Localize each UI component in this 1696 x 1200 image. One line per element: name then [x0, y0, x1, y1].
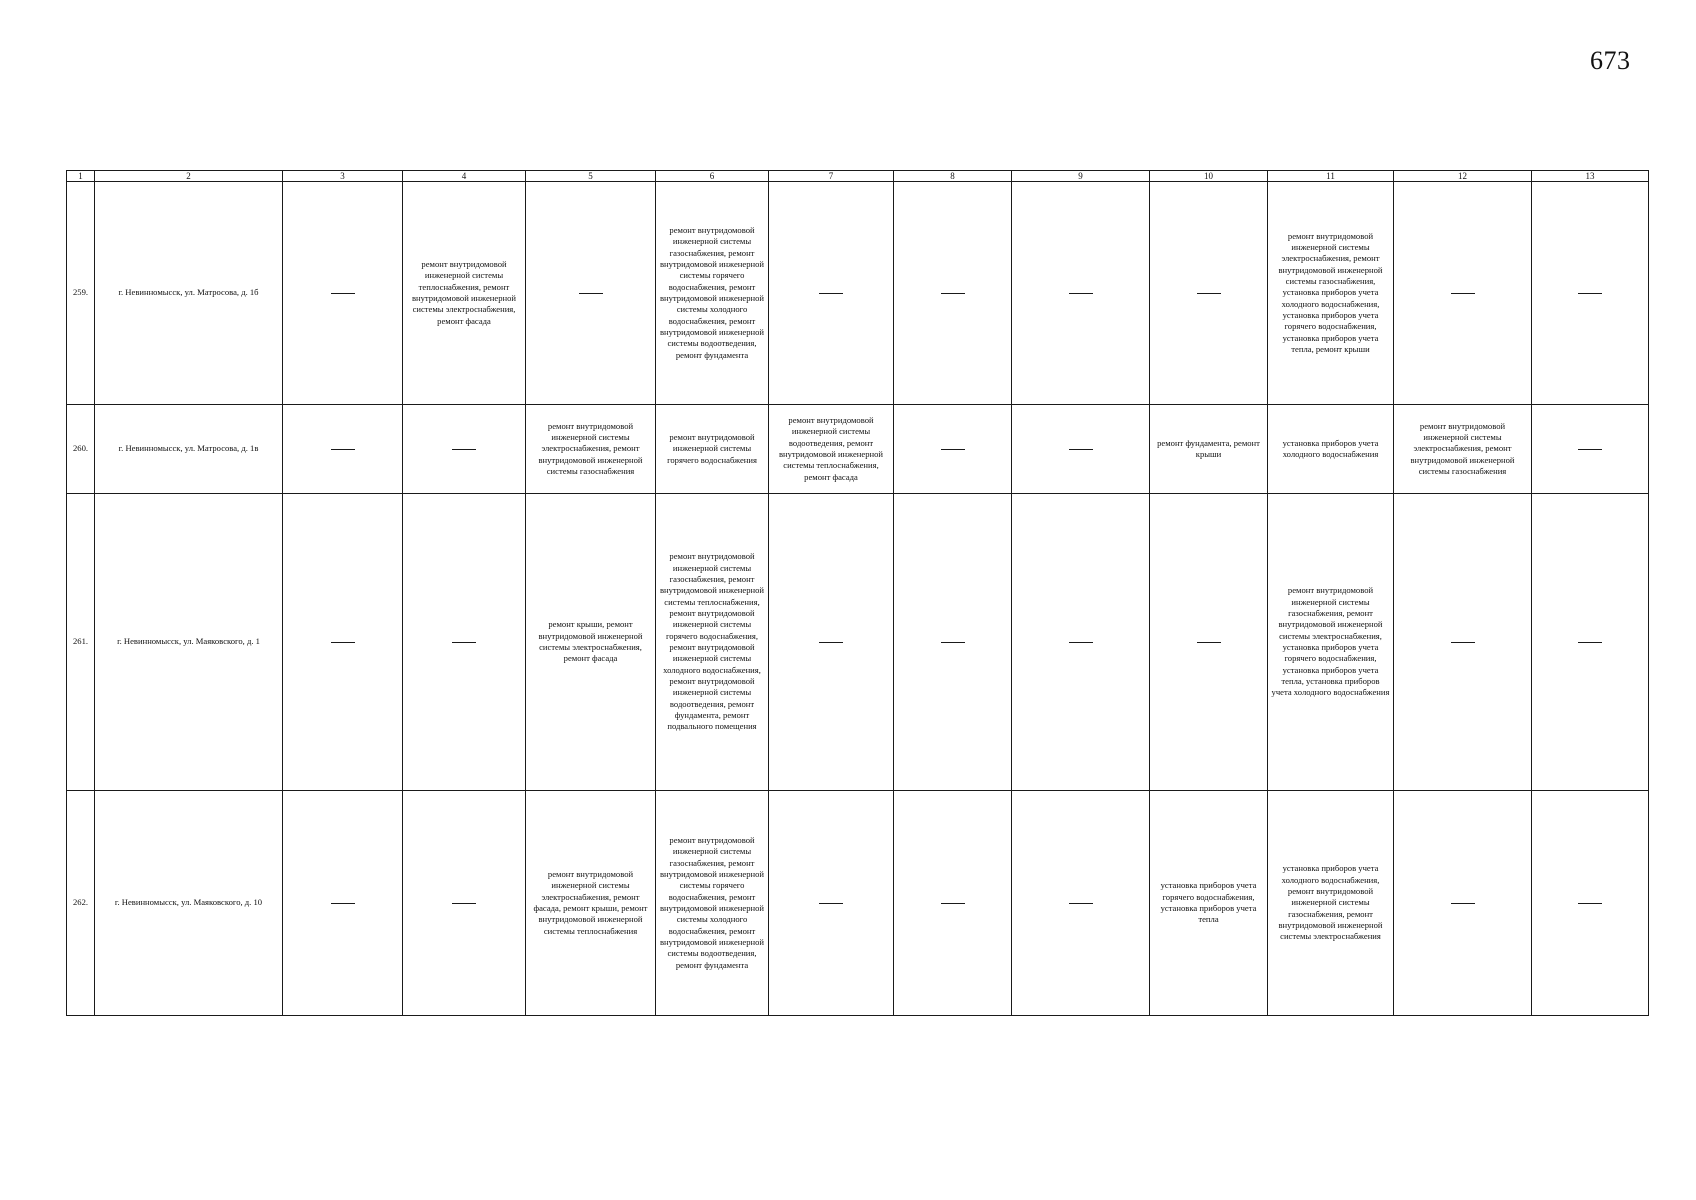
em-dash-icon: [331, 903, 355, 904]
work-cell: ремонт внутридомовой инженерной системы газоснабжения, ремонт внутридомовой инженерной системы горячего водоснабжения, ремонт внутридомовой инженерной системы холодного водоснабжения, ремонт внутридомовой инженерной системы водоотведения, ремонт фундамента: [656, 791, 769, 1016]
work-cell: [1394, 494, 1532, 791]
work-cell: [894, 494, 1012, 791]
work-cell: [1532, 494, 1649, 791]
em-dash-icon: [819, 293, 843, 294]
em-dash-icon: [1578, 903, 1602, 904]
column-header: 7: [769, 171, 894, 182]
row-number: 261.: [67, 494, 95, 791]
work-cell: [769, 182, 894, 405]
em-dash-icon: [1069, 642, 1093, 643]
work-cell: [526, 182, 656, 405]
em-dash-icon: [941, 642, 965, 643]
column-header: 13: [1532, 171, 1649, 182]
column-number-row: [67, 171, 1649, 182]
em-dash-icon: [331, 293, 355, 294]
em-dash-icon: [579, 293, 603, 294]
repair-schedule-table: [66, 170, 1649, 1016]
work-cell: [283, 791, 403, 1016]
work-cell: ремонт внутридомовой инженерной системы электроснабжения, ремонт внутридомовой инженерной системы газоснабжения: [526, 405, 656, 494]
work-cell: [283, 405, 403, 494]
work-cell: ремонт крыши, ремонт внутридомовой инженерной системы электроснабжения, ремонт фасада: [526, 494, 656, 791]
em-dash-icon: [1578, 449, 1602, 450]
address-cell: г. Невинномысск, ул. Матросова, д. 1б: [95, 182, 283, 405]
work-cell: установка приборов учета холодного водоснабжения, ремонт внутридомовой инженерной системы газоснабжения, ремонт внутридомовой инженерной системы электроснабжения: [1268, 791, 1394, 1016]
work-cell: ремонт внутридомовой инженерной системы электроснабжения, ремонт внутридомовой инженерной системы газоснабжения: [1394, 405, 1532, 494]
address-cell: г. Невинномысск, ул. Маяковского, д. 10: [95, 791, 283, 1016]
column-header: 11: [1268, 171, 1394, 182]
work-cell: [1150, 182, 1268, 405]
table-row: [67, 494, 1649, 791]
work-cell: ремонт внутридомовой инженерной системы горячего водоснабжения: [656, 405, 769, 494]
em-dash-icon: [1578, 642, 1602, 643]
em-dash-icon: [452, 642, 476, 643]
column-header: 12: [1394, 171, 1532, 182]
work-cell: ремонт внутридомовой инженерной системы водоотведения, ремонт внутридомовой инженерной системы теплоснабжения, ремонт фасада: [769, 405, 894, 494]
em-dash-icon: [1197, 642, 1221, 643]
em-dash-icon: [1451, 293, 1475, 294]
column-header: 2: [95, 171, 283, 182]
em-dash-icon: [1069, 903, 1093, 904]
column-header: 9: [1012, 171, 1150, 182]
em-dash-icon: [1197, 293, 1221, 294]
work-cell: [283, 182, 403, 405]
work-cell: ремонт фундамента, ремонт крыши: [1150, 405, 1268, 494]
work-cell: [283, 494, 403, 791]
em-dash-icon: [1578, 293, 1602, 294]
column-header: 8: [894, 171, 1012, 182]
column-header: 10: [1150, 171, 1268, 182]
table-row: [67, 182, 1649, 405]
work-cell: установка приборов учета горячего водоснабжения, установка приборов учета тепла: [1150, 791, 1268, 1016]
work-cell: [1012, 405, 1150, 494]
work-cell: [403, 494, 526, 791]
work-cell: ремонт внутридомовой инженерной системы электроснабжения, ремонт внутридомовой инженерной системы газоснабжения, установка приборов учета холодного водоснабжения, установка приборов учета горячего водоснабжения, установка приборов учета тепла, ремонт крыши: [1268, 182, 1394, 405]
column-header: 4: [403, 171, 526, 182]
work-cell: [894, 791, 1012, 1016]
em-dash-icon: [941, 293, 965, 294]
column-header: 1: [67, 171, 95, 182]
table-row: [67, 405, 1649, 494]
work-cell: [1012, 791, 1150, 1016]
em-dash-icon: [1069, 449, 1093, 450]
work-cell: [1532, 791, 1649, 1016]
em-dash-icon: [819, 642, 843, 643]
work-cell: [769, 494, 894, 791]
em-dash-icon: [452, 449, 476, 450]
column-header: 5: [526, 171, 656, 182]
column-header: 3: [283, 171, 403, 182]
em-dash-icon: [331, 449, 355, 450]
address-cell: г. Невинномысск, ул. Матросова, д. 1в: [95, 405, 283, 494]
work-cell: установка приборов учета холодного водоснабжения: [1268, 405, 1394, 494]
work-cell: [403, 791, 526, 1016]
work-cell: [1532, 405, 1649, 494]
work-cell: ремонт внутридомовой инженерной системы газоснабжения, ремонт внутридомовой инженерной системы горячего водоснабжения, ремонт внутридомовой инженерной системы холодного водоснабжения, ремонт внутридомовой инженерной системы водоотведения, ремонт фундамента: [656, 182, 769, 405]
row-number: 262.: [67, 791, 95, 1016]
work-cell: [894, 405, 1012, 494]
em-dash-icon: [819, 903, 843, 904]
work-cell: ремонт внутридомовой инженерной системы электроснабжения, ремонт фасада, ремонт крыши, ремонт внутридомовой инженерной системы теплоснабжения: [526, 791, 656, 1016]
work-cell: ремонт внутридомовой инженерной системы газоснабжения, ремонт внутридомовой инженерной системы электроснабжения, установка приборов учета горячего водоснабжения, установка приборов учета тепла, установка приборов учета холодного водоснабжения: [1268, 494, 1394, 791]
row-number: 259.: [67, 182, 95, 405]
em-dash-icon: [941, 449, 965, 450]
work-cell: [1532, 182, 1649, 405]
em-dash-icon: [1069, 293, 1093, 294]
work-cell: ремонт внутридомовой инженерной системы газоснабжения, ремонт внутридомовой инженерной системы теплоснабжения, ремонт внутридомовой инженерной системы горячего водоснабжения, ремонт внутридомовой инженерной системы холодного водоснабжения, ремонт внутридомовой инженерной системы водоотведения, ремонт фундамента, ремонт подвального помещения: [656, 494, 769, 791]
work-cell: [1012, 182, 1150, 405]
em-dash-icon: [331, 642, 355, 643]
work-cell: [894, 182, 1012, 405]
em-dash-icon: [941, 903, 965, 904]
table-row: [67, 791, 1649, 1016]
work-cell: [1012, 494, 1150, 791]
page-number: 673: [1590, 46, 1631, 75]
em-dash-icon: [452, 903, 476, 904]
row-number: 260.: [67, 405, 95, 494]
column-header: 6: [656, 171, 769, 182]
address-cell: г. Невинномысск, ул. Маяковского, д. 1: [95, 494, 283, 791]
em-dash-icon: [1451, 903, 1475, 904]
work-cell: [769, 791, 894, 1016]
work-cell: ремонт внутридомовой инженерной системы теплоснабжения, ремонт внутридомовой инженерной системы электроснабжения, ремонт фасада: [403, 182, 526, 405]
work-cell: [403, 405, 526, 494]
em-dash-icon: [1451, 642, 1475, 643]
work-cell: [1150, 494, 1268, 791]
work-cell: [1394, 791, 1532, 1016]
work-cell: [1394, 182, 1532, 405]
